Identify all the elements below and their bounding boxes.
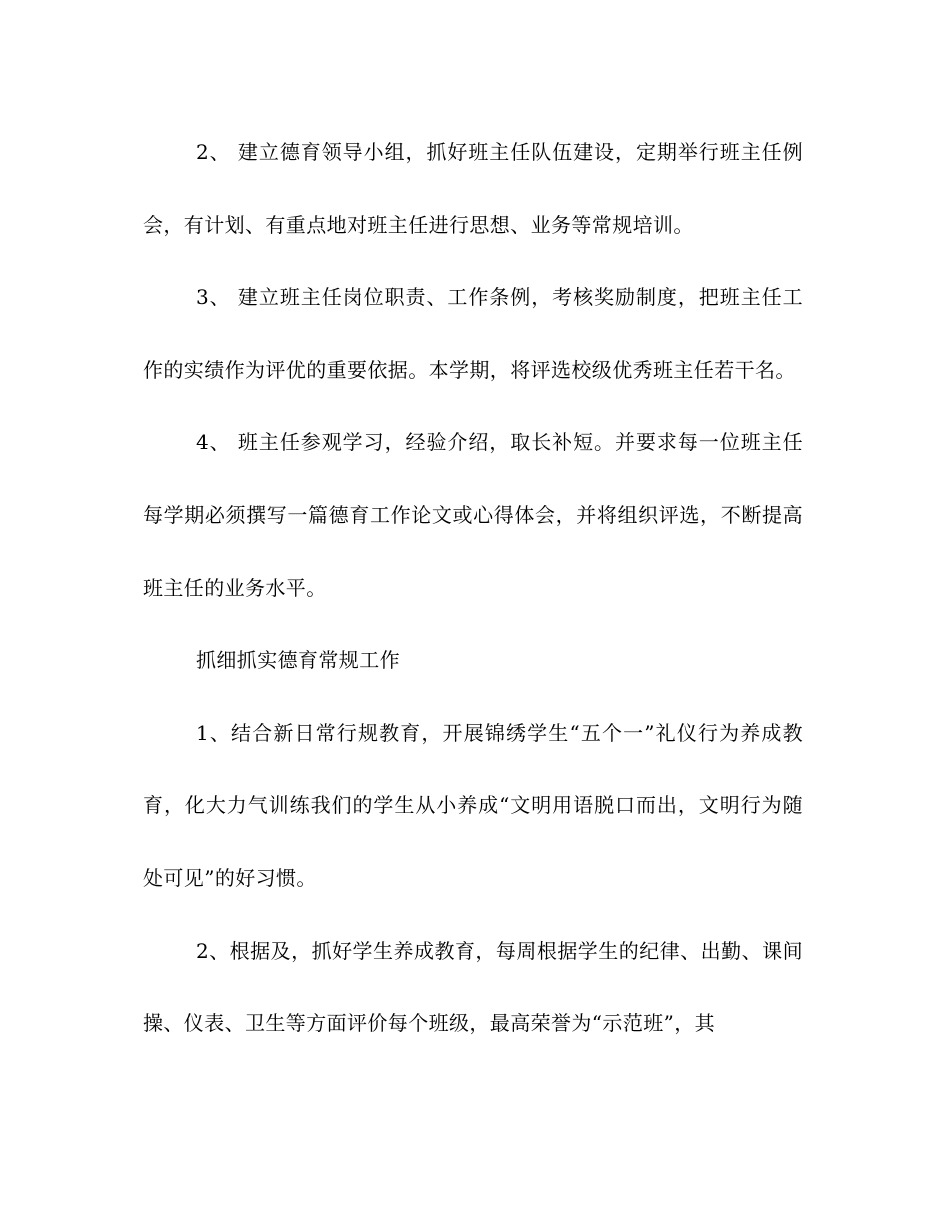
paragraph-4: 1、结合新日常行规教育，开展锦绣学生“五个一”礼仪行为养成教育，化大力气训练我们的学生从小养成“文明用语脱口而出，文明行为随处可见”的好习惯。: [143, 720, 803, 890]
paragraph-2: 3、 建立班主任岗位职责、工作条例，考核奖励制度，把班主任工作的实绩作为评优的重要依据。本学期，将评选校级优秀班主任若干名。: [143, 285, 803, 382]
section-heading: 抓细抓实德育常规工作: [196, 648, 400, 673]
document-body: [143, 116, 803, 1060]
paragraph-3: 4、 班主任参观学习，经验介绍，取长补短。并要求每一位班主任每学期必须撰写一篇德育工作论文或心得体会，并将组织评选，不断提高班主任的业务水平。: [143, 430, 803, 600]
paragraph-1: 2、 建立德育领导小组，抓好班主任队伍建设，定期举行班主任例会，有计划、有重点地对班主任进行思想、业务等常规培训。: [143, 140, 803, 237]
paragraph-5: 2、根据及，抓好学生养成教育，每周根据学生的纪律、出勤、课间操、仪表、卫生等方面评价每个班级，最高荣誉为“示范班”，其: [143, 938, 803, 1036]
